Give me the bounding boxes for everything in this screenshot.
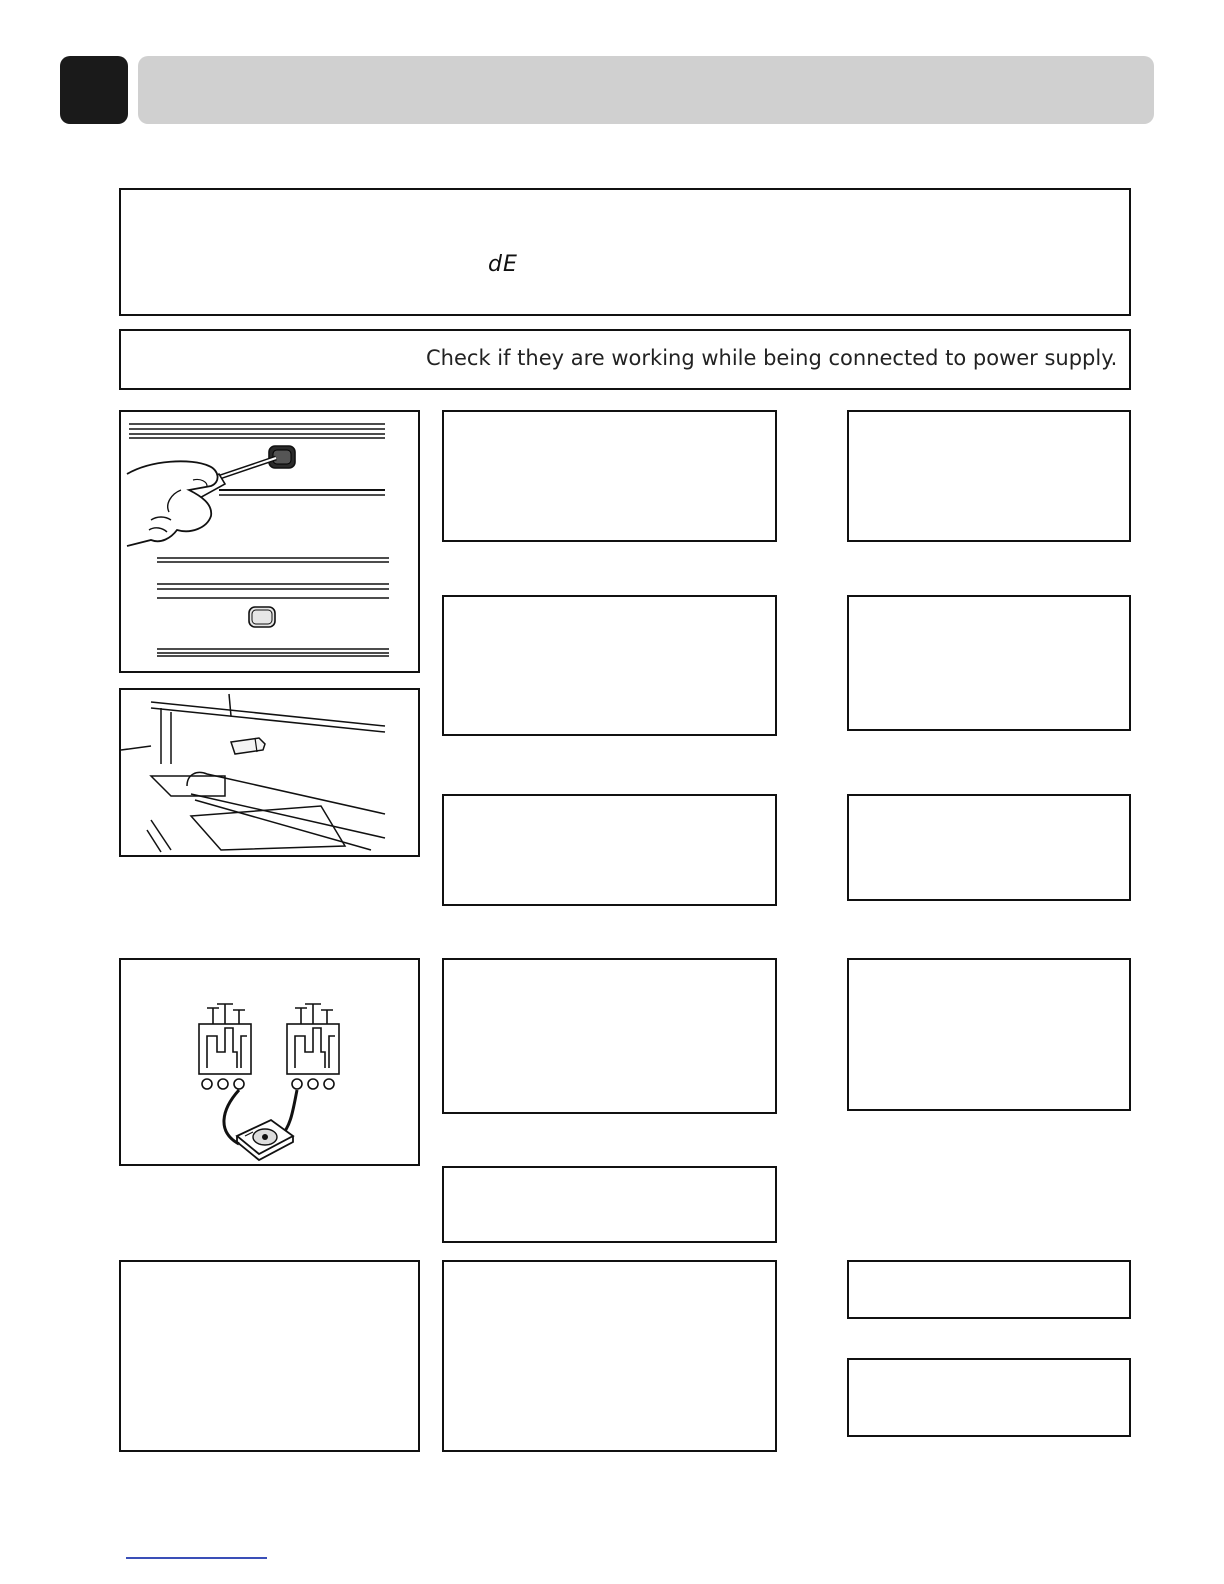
- illustration-door-hook: [119, 688, 420, 857]
- section-number-tab: [60, 56, 128, 124]
- section-title-bar: [138, 56, 1154, 124]
- step-box-middle-2: [442, 595, 777, 736]
- multimeter-connector-test-illustration: [121, 960, 418, 1164]
- screwdriver-pressing-switch-illustration: [121, 412, 418, 671]
- result-box-right-3: [847, 794, 1131, 901]
- step-box-middle-6: [442, 1260, 777, 1452]
- step-box-middle-5: [442, 1166, 777, 1243]
- symptom-box: [119, 188, 1131, 316]
- result-box-right-2: [847, 595, 1131, 731]
- illustration-connector-test: [119, 958, 420, 1166]
- illustration-switch-press: [119, 410, 420, 673]
- door-hook-latch-illustration: [121, 690, 418, 855]
- info-box-left-bottom: [119, 1260, 420, 1452]
- note-box: [119, 329, 1131, 390]
- step-box-middle-3: [442, 794, 777, 906]
- result-box-right-4: [847, 958, 1131, 1111]
- note-text: Check if they are working while being connected to power supply.: [426, 346, 1118, 370]
- footer-link-underline[interactable]: [126, 1557, 267, 1559]
- result-box-right-1: [847, 410, 1131, 542]
- result-box-right-5: [847, 1260, 1131, 1319]
- error-code-display: dE: [488, 252, 518, 277]
- step-box-middle-4: [442, 958, 777, 1114]
- result-box-right-6: [847, 1358, 1131, 1437]
- step-box-middle-1: [442, 410, 777, 542]
